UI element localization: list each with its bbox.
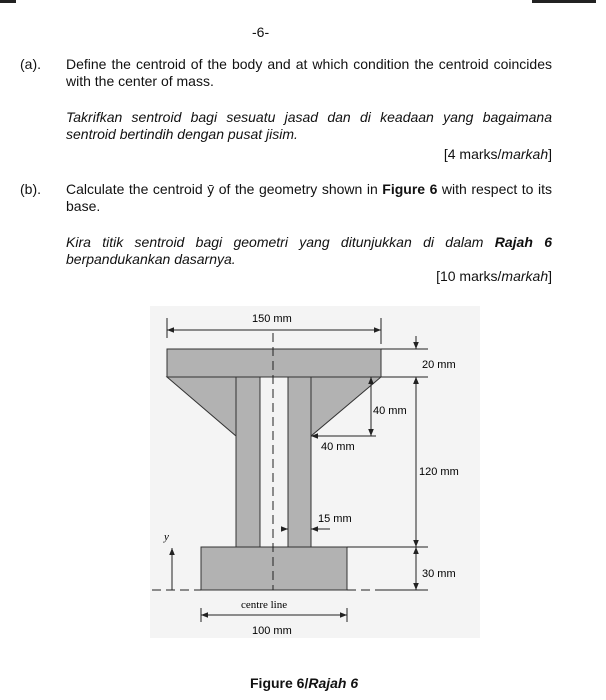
marks-b-close: ] [548,268,552,284]
marks-a-italic: markah [501,146,549,162]
figure-caption [250,675,358,691]
dim-base-width: 100 mm [252,625,292,637]
marks-a-close: ] [548,146,552,162]
caption-english: Figure 6/ [250,675,309,691]
base-block [201,547,347,590]
question-b-ms-text-2: berpandukankan dasarnya. [66,251,236,267]
y-axis-label: y [164,531,169,543]
marks-b-italic: markah [501,268,549,284]
question-b-text-1: Calculate the centroid ȳ of the geometry shown in [66,181,383,197]
figure-reference: Figure 6 [382,181,438,197]
dim-base-height: 30 mm [422,568,456,580]
dim-web-height: 120 mm [419,466,459,478]
dim-gusset-width: 40 mm [321,441,355,453]
dim-gusset-height: 40 mm [373,405,407,417]
left-web [236,377,260,547]
dim-top-thickness: 20 mm [422,359,456,371]
marks-a-open: [4 marks/ [443,146,502,162]
right-web [288,377,311,547]
figure-reference-malay: Rajah 6 [494,234,552,250]
dim-web-thickness: 15 mm [318,513,352,525]
question-a-text-english: Define the centroid of the body and at which condition the centroid coincides with the center of mass. [66,56,552,89]
question-a-text-malay: Takrifkan sentroid bagi sesuatu jasad dan di keadaan yang bagaimana sentroid bertindih dengan pusat jisim. [66,109,552,142]
question-a-label: (a). [20,56,41,72]
question-b-text-2: with respect to its base. [66,181,552,214]
page-number: -6- [252,24,270,40]
question-b-ms-text-1: Kira titik sentroid bagi geometri yang ditunjukkan di dalam [66,234,495,250]
dim-top-width: 150 mm [252,313,292,325]
question-b-label: (b). [20,181,41,197]
centre-line-label: centre line [241,599,288,611]
marks-b-open: [10 marks/ [436,268,502,284]
top-flange [167,349,381,377]
caption-malay: Rajah 6 [308,675,359,691]
